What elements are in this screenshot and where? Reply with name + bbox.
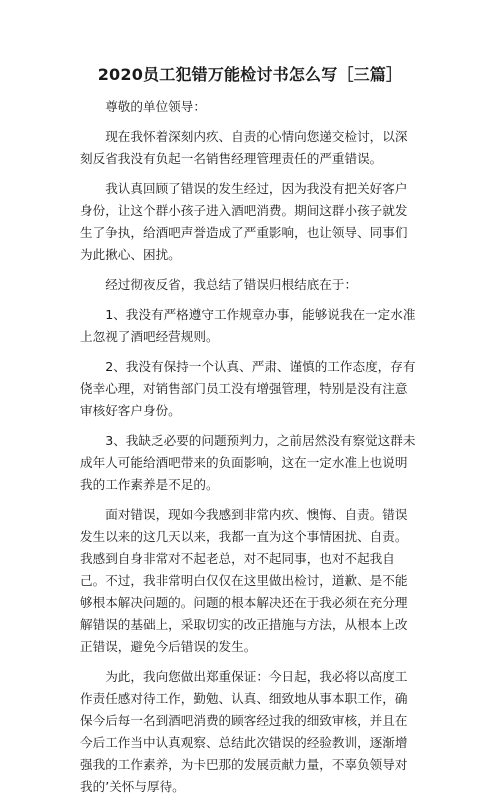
paragraph: 我认真回顾了错误的发生经过，因为我没有把关好客户身份，让这个群小孩子进入酒吧消费。期间这群小孩子就发生了争执，给酒吧声誉造成了严重影响，也让领导、同事们为此揪心、困扰。: [80, 181, 408, 262]
list-item: 3、我缺乏必要的问题预判力，之前居然没有察觉这群未成年人可能给酒吧带来的负面影响，这在一定水准上也说明我的工作素养是不足的。: [80, 433, 416, 492]
list-item: 2、我没有保持一个认真、严肃、谨慎的工作态度，存有侥幸心理，对销售部门员工没有增强管理，特别是没有注意审核好客户身份。: [80, 359, 416, 418]
paragraph: 为此，我向您做出郑重保证：今日起，我必将以高度工作责任感对待工作，勤勉、认真、细致地从事本职工作，确保今后每一名到酒吧消费的顾客经过我的细致审核，并且在今后工作当中认真观察、总结此次错误的经验教训，逐渐增强我的工作素养，为卡巴那的发展贡献力量，不辜负领导对我的’关怀与厚待。: [80, 669, 408, 794]
document-body: [80, 96, 420, 806]
list-item: 1、我没有严格遵守工作规章办事，能够说我在一定水准上忽视了酒吧经营规则。: [80, 307, 416, 344]
paragraph: 经过彻夜反省，我总结了错误归根结底在于：: [105, 277, 358, 292]
paragraph: 面对错误，现如今我感到非常内疚、懊悔、自责。错误发生以来的这几天以来，我都一直为这个事情困扰、自责。我感到自身非常对不起老总，对不起同事，也对不起我自己。不过，我非常明白仅仅在这里做出检讨，道歉、是不能够根本解决问题的。问题的根本解决还在于我必须在充分理解错误的基础上，采取切实的改正措施与方法，从根本上改正错误，避免今后错误的发生。: [80, 507, 408, 654]
paragraph: 现在我怀着深刻内疚、自责的心情向您递交检讨，以深刻反省我没有负起一名销售经理管理责任的严重错误。: [80, 129, 408, 166]
document-title: 2020员工犯错万能检讨书怎么写［三篇］: [97, 65, 403, 84]
salutation: 尊敬的单位领导：: [105, 99, 206, 114]
